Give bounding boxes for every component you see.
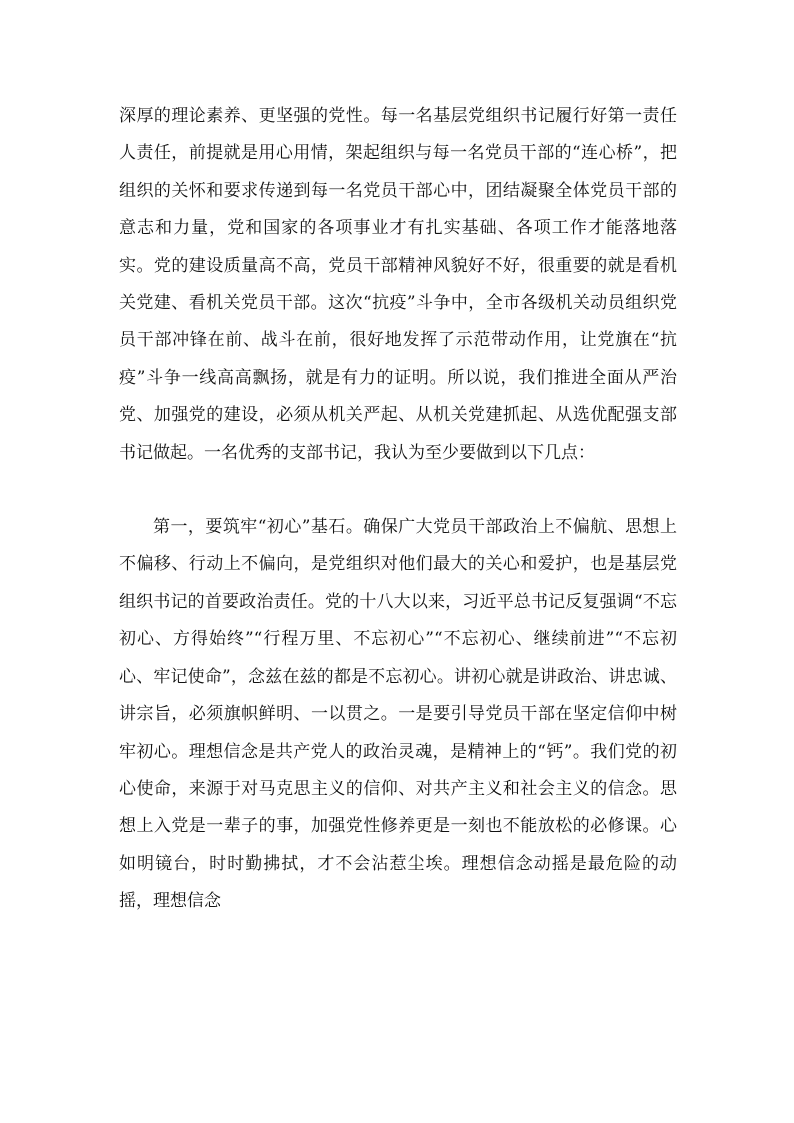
paragraph-1: 深厚的理论素养、更坚强的党性。每一名基层党组织书记履行好第一责任人责任，前提就是用心用情，架起组织与每一名党员干部的“连心桥”，把组织的关怀和要求传递到每一名党员干部心中，团结凝聚全体党员干部的意志和力量，党和国家的各项事业才有扎实基础、各项工作才能落地落实。党的建设质量高不高，党员干部精神风貌好不好，很重要的就是看机关党建、看机关党员干部。这次“抗疫”斗争中，全市各级机关动员组织党员干部冲锋在前、战斗在前，很好地发挥了示范带动作用，让党旗在“抗疫”斗争一线高高飘扬，就是有力的证明。所以说，我们推进全面从严治党、加强党的建设，必须从机关严起、从机关党建抓起、从选优配强支部书记做起。一名优秀的支部书记，我认为至少要做到以下几点：	[119, 106, 677, 463]
paragraph-2: 第一，要筑牢“初心”基石。确保广大党员干部政治上不偏航、思想上不偏移、行动上不偏向，是党组织对他们最大的关心和爱护，也是基层党组织书记的首要政治责任。党的十八大以来，习近平总书记反复强调“不忘初心、方得始终”“行程万里、不忘初心”“不忘初心、继续前进”“不忘初心、牢记使命”，念兹在兹的都是不忘初心。讲初心就是讲政治、讲忠诚、讲宗旨，必须旗帜鲜明、一以贯之。一是要引导党员干部在坚定信仰中树牢初心。理想信念是共产党人的政治灵魂，是精神上的“钙”。我们党的初心使命，来源于对马克思主义的信仰、对共产主义和社会主义的信念。思想上入党是一辈子的事，加强党性修养更是一刻也不能放松的必修课。心如明镜台，时时勤拂拭，才不会沾惹尘埃。理想信念动摇是最危险的动摇，理想信念	[119, 517, 677, 912]
document-body	[119, 98, 677, 921]
paragraph-gap	[119, 472, 677, 509]
